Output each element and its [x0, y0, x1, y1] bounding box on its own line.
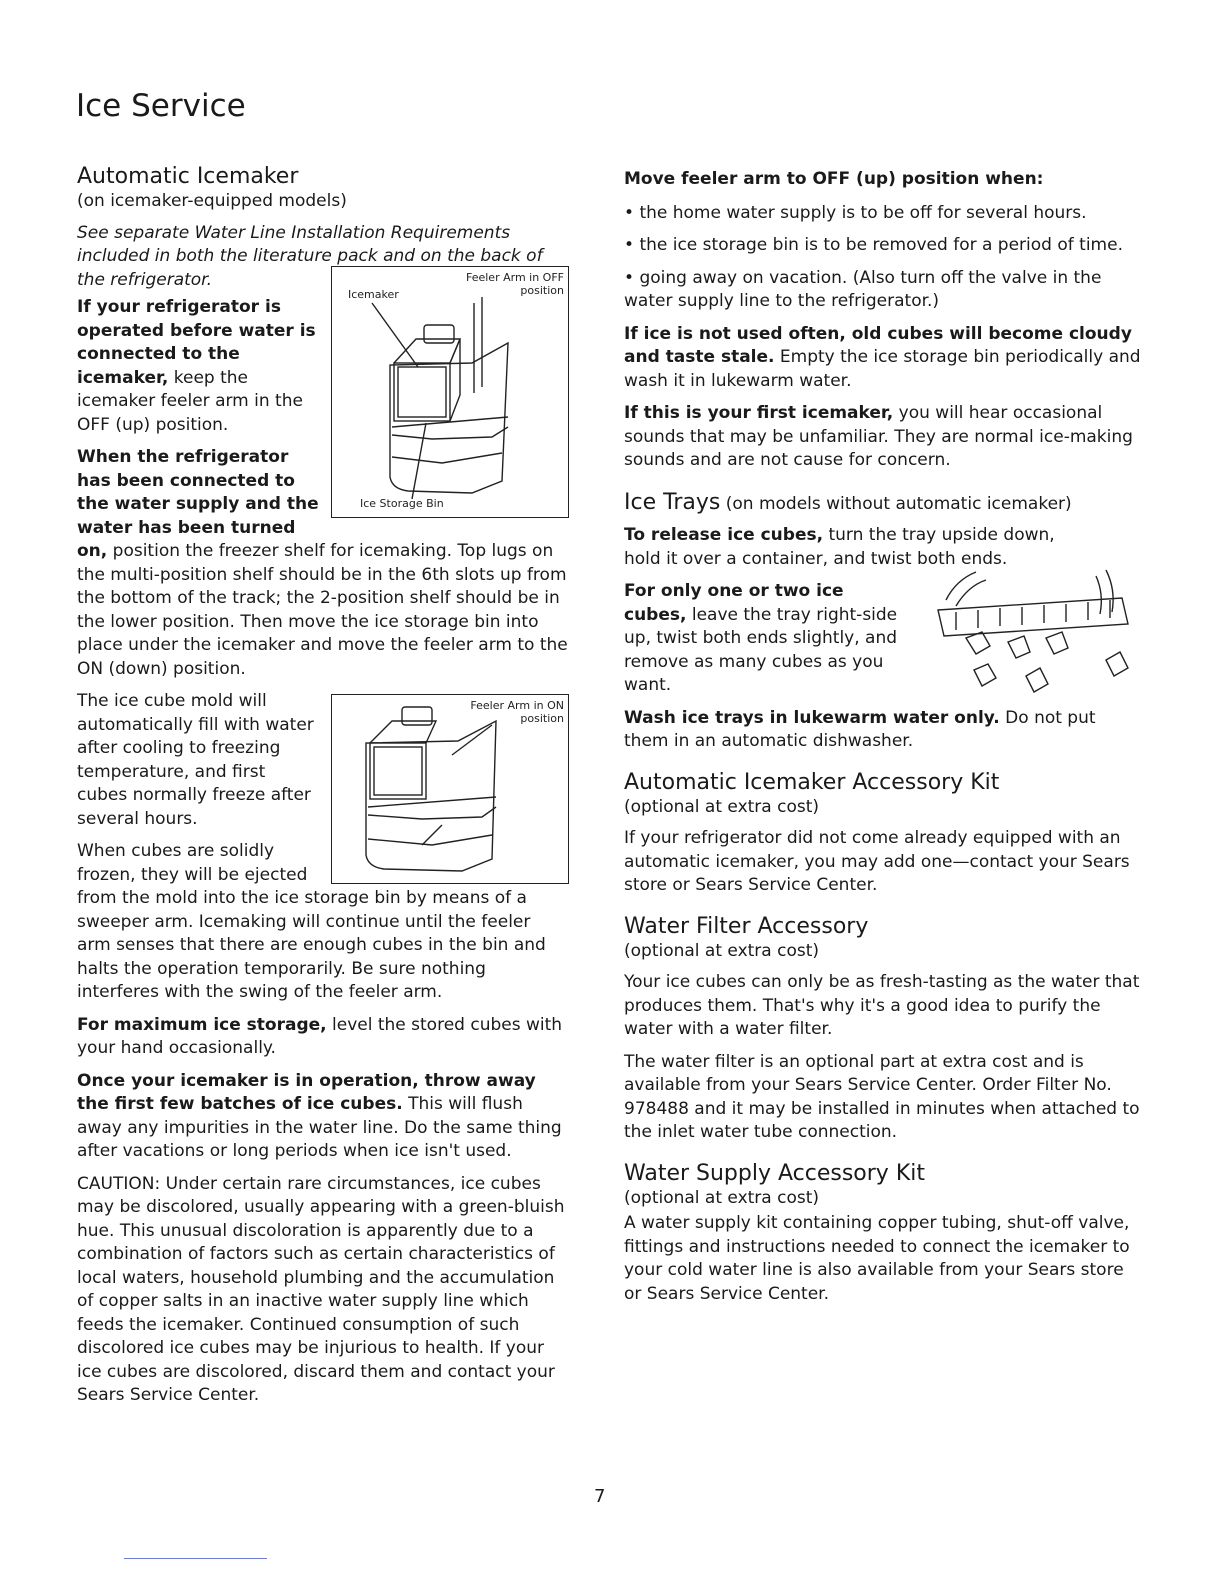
left-column: [77, 164, 569, 1417]
icemaker-on-figure: [331, 694, 569, 884]
bottom-rule: [124, 1558, 267, 1559]
off-heading: Move feeler arm to OFF (up) position when:: [624, 169, 1044, 189]
fig1-label-icemaker: Icemaker: [348, 288, 399, 301]
ice-tray-figure: [916, 550, 1144, 700]
supply-sub: (optional at extra cost): [624, 1187, 820, 1208]
icemaker-subheading: (on icemaker-equipped models): [77, 191, 347, 211]
trays-p1: To release ice cubes, turn the tray upside down, hold it over a container, and twist both ends.: [624, 525, 1055, 569]
icemaker-off-illustration: [332, 267, 568, 517]
ice-tray-illustration: [916, 550, 1144, 700]
right-column: [624, 168, 1144, 1315]
kit-p: If your refrigerator did not come already equipped with an automatic icemaker, you may add one—contact your Sears store or Sears Service Center.: [624, 828, 1130, 895]
page-title: Ice Service: [76, 88, 246, 124]
bullet-icon: •: [624, 202, 640, 223]
filter-heading: Water Filter Accessory: [624, 913, 869, 939]
fig1-label-feeler: Feeler Arm in OFF position: [465, 271, 564, 297]
left-p1: If your refrigerator is operated before water is connected to the icemaker, keep the icemaker feeler arm in the OFF (up) position.: [77, 297, 316, 435]
right-p2: If this is your first icemaker, you will hear occasional sounds that may be unfamiliar. They are normal ice-making sounds and are not cause for concern.: [624, 403, 1133, 470]
left-caution: CAUTION: Under certain rare circumstances, ice cubes may be discolored, usually appearing with a green-bluish hue. This unusual discoloration is apparently due to a combination of factors such as certain characteristics of local waters, household plumbing and the accumulation of copper salts in an inactive water supply line which feeds the icemaker. Continued consumption of such discolored ice cubes may be injurious to health. If your ice cubes are discolored, discard them and contact your Sears Service Center.: [77, 1173, 565, 1405]
ice-trays-heading: Ice Trays: [624, 489, 721, 515]
off-bullet-1: • the home water supply is to be off for several hours.: [624, 202, 1087, 223]
icemaker-heading: Automatic Icemaker: [77, 164, 299, 189]
left-p6: Once your icemaker is in operation, throw away the first few batches of ice cubes. This will flush away any impurities in the water line. Do the same thing after vacations or long periods when ice isn't used.: [77, 1070, 562, 1161]
filter-sub: (optional at extra cost): [624, 940, 820, 961]
left-p5: For maximum ice storage, level the stored cubes with your hand occasionally.: [77, 1014, 563, 1058]
intro-italic: See separate Water Line Installation Requirements included in both the literature pack and on the back of the refrigerator.: [77, 222, 543, 290]
off-bullet-3: • going away on vacation. (Also turn off the valve in the water supply line to the refrigerator.): [624, 267, 1102, 311]
off-bullet-2: • the ice storage bin is to be removed for a period of time.: [624, 235, 1123, 255]
kit-heading: Automatic Icemaker Accessory Kit: [624, 769, 1000, 795]
right-p1: If ice is not used often, old cubes will become cloudy and taste stale. Empty the ice storage bin periodically and wash it in lukewarm water.: [624, 323, 1141, 391]
filter-p2: The water filter is an optional part at extra cost and is available from your Sears Service Center. Order Filter No. 978488 and it may be installed in minutes when attached to the inlet water tube connection.: [624, 1051, 1140, 1142]
left-p4: When cubes are solidly frozen, they will be ejected from the mold into the ice storage bin by means of a sweeper arm. Icemaking will continue until the feeler arm senses that there are enough cubes in the bin and halts the operation temporarily. Be sure nothing interferes with the swing of the feeler arm.: [77, 841, 546, 1002]
icemaker-off-figure: [331, 266, 569, 518]
fig2-label-feeler: Feeler Arm in ON position: [470, 699, 564, 725]
left-p3: The ice cube mold will automatically fill with water after cooling to freezing temperature, and first cubes normally freeze after several hours.: [77, 691, 314, 829]
supply-p: A water supply kit containing copper tubing, shut-off valve, fittings and instructions needed to connect the icemaker to your cold water line is also available from your Sears store or Sears Service Center.: [624, 1213, 1130, 1304]
filter-p1: Your ice cubes can only be as fresh-tasting as the water that produces them. That's why it's a good idea to purify the water with a water filter.: [624, 972, 1140, 1039]
trays-p2: For only one or two ice cubes, leave the tray right-side up, twist both ends slightly, and remove as many cubes as you want.: [624, 581, 898, 695]
ice-trays-heading-line: Ice Trays (on models without automatic icemaker): [624, 489, 1072, 515]
kit-sub: (optional at extra cost): [624, 796, 820, 817]
fig1-label-bin: Ice Storage Bin: [360, 497, 444, 510]
bullet-icon: •: [624, 235, 640, 255]
page-number: 7: [594, 1486, 606, 1507]
supply-heading: Water Supply Accessory Kit: [624, 1160, 925, 1186]
bullet-icon: •: [624, 267, 640, 288]
left-p2: When the refrigerator has been connected to the water supply and the water has been turned on, position the freezer shelf for icemaking. Top lugs on the multi-position shelf should be in the 6th slots up from the bottom of the track; the 2-position shelf should be in the lower position. Then move the ice storage bin into place under the icemaker and move the feeler arm to the ON (down) position.: [77, 447, 568, 679]
trays-p3: Wash ice trays in lukewarm water only. Do not put them in an automatic dishwasher.: [624, 707, 1096, 751]
